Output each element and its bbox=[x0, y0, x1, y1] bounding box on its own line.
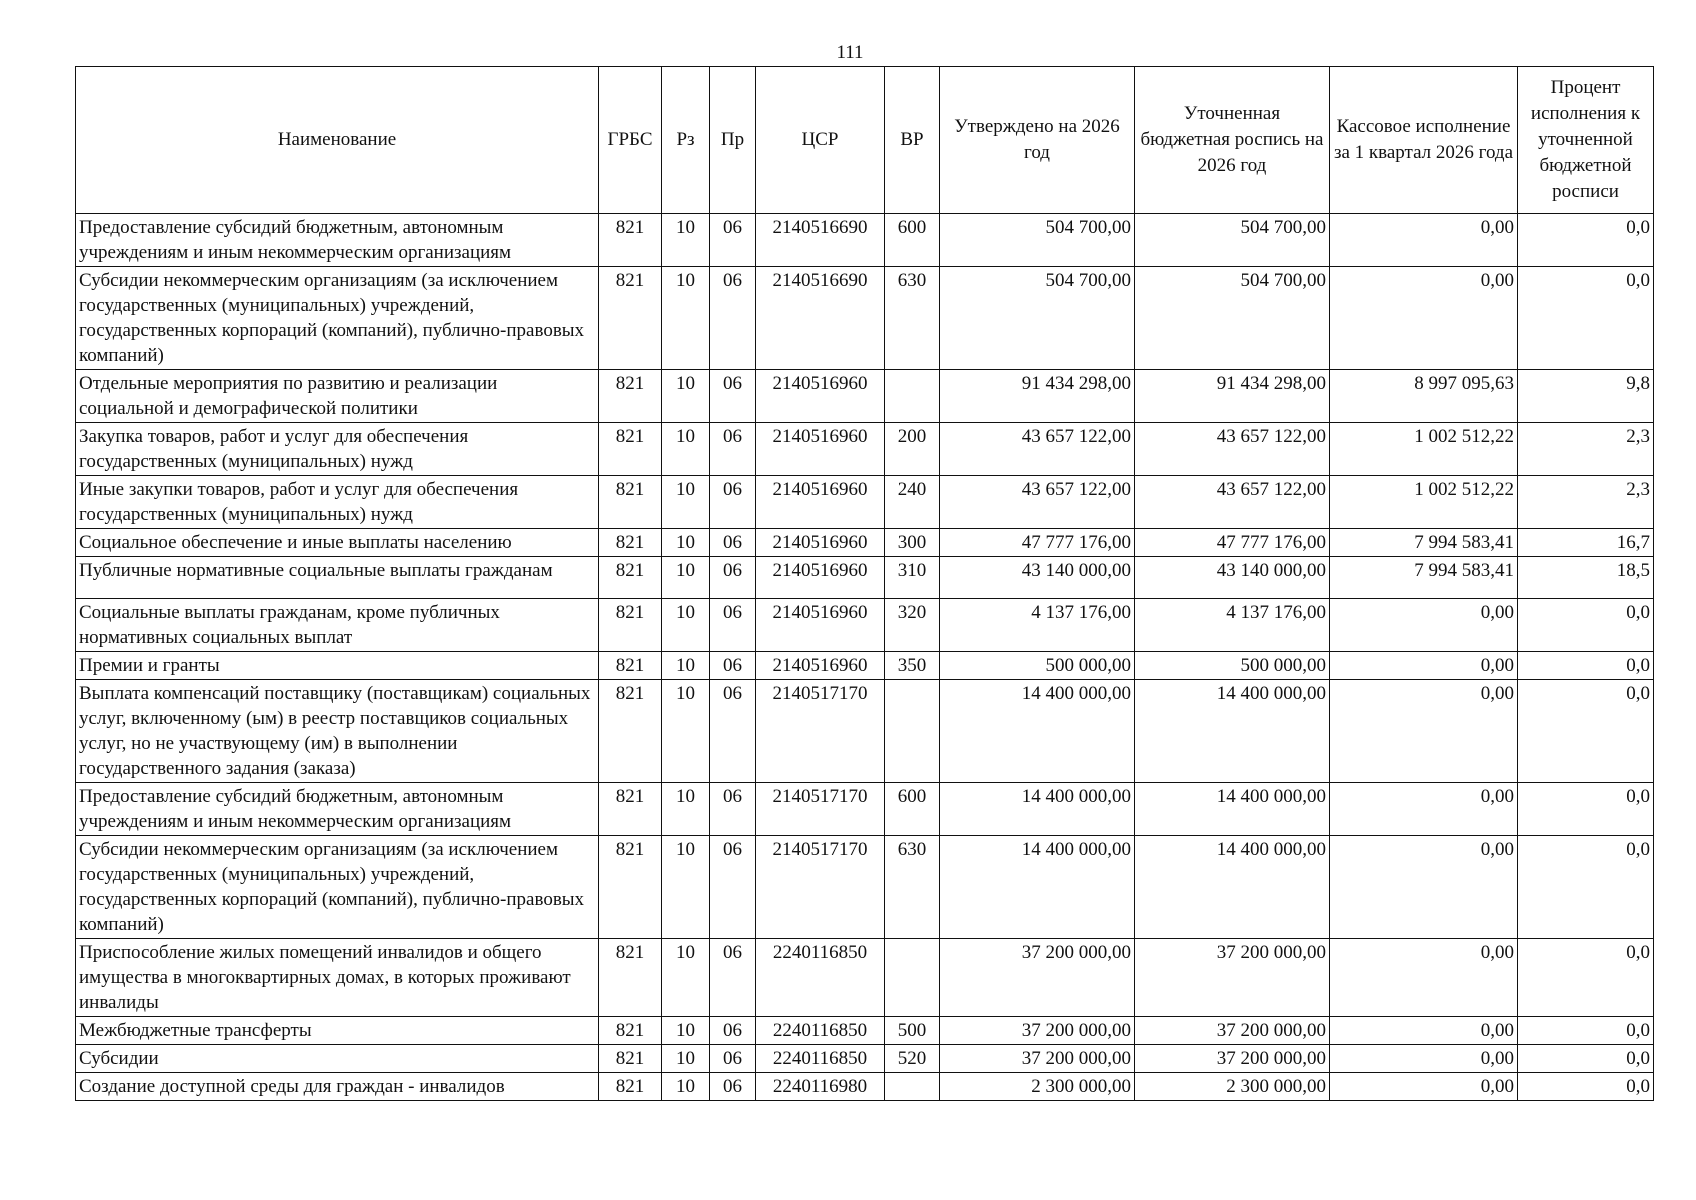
cell-vr: 520 bbox=[885, 1045, 940, 1073]
cell-approved: 37 200 000,00 bbox=[940, 939, 1135, 1017]
cell-grbs: 821 bbox=[599, 214, 662, 267]
table-row bbox=[76, 599, 1654, 652]
cell-csr: 2140517170 bbox=[756, 783, 885, 836]
cell-approved: 504 700,00 bbox=[940, 267, 1135, 370]
cell-cash: 0,00 bbox=[1330, 939, 1518, 1017]
cell-csr: 2140517170 bbox=[756, 836, 885, 939]
cell-cash: 1 002 512,22 bbox=[1330, 476, 1518, 529]
cell-vr: 600 bbox=[885, 783, 940, 836]
cell-cash: 0,00 bbox=[1330, 652, 1518, 680]
cell-vr bbox=[885, 680, 940, 783]
table-row bbox=[76, 939, 1654, 1017]
cell-percent: 16,7 bbox=[1518, 529, 1654, 557]
cell-name: Субсидии некоммерческим организациям (за исключением государственных (муниципальных) учреждений, государственных корпораций (компаний), публично-правовых компаний) bbox=[76, 267, 599, 370]
cell-percent: 0,0 bbox=[1518, 783, 1654, 836]
cell-approved: 504 700,00 bbox=[940, 214, 1135, 267]
cell-percent: 0,0 bbox=[1518, 652, 1654, 680]
table-row bbox=[76, 370, 1654, 423]
cell-grbs: 821 bbox=[599, 476, 662, 529]
cell-refined: 37 200 000,00 bbox=[1135, 1017, 1330, 1045]
page-number: 111 bbox=[836, 42, 864, 63]
cell-rz: 10 bbox=[662, 680, 710, 783]
cell-rz: 10 bbox=[662, 783, 710, 836]
cell-csr: 2140516960 bbox=[756, 529, 885, 557]
cell-percent: 0,0 bbox=[1518, 214, 1654, 267]
cell-vr bbox=[885, 939, 940, 1017]
cell-rz: 10 bbox=[662, 652, 710, 680]
cell-percent: 2,3 bbox=[1518, 423, 1654, 476]
table-row bbox=[76, 529, 1654, 557]
table-row bbox=[76, 1017, 1654, 1045]
cell-name: Публичные нормативные социальные выплаты гражданам bbox=[76, 557, 599, 599]
cell-name: Субсидии bbox=[76, 1045, 599, 1073]
cell-grbs: 821 bbox=[599, 423, 662, 476]
cell-vr: 300 bbox=[885, 529, 940, 557]
cell-pr: 06 bbox=[710, 1073, 756, 1101]
cell-pr: 06 bbox=[710, 557, 756, 599]
table-row bbox=[76, 783, 1654, 836]
cell-percent: 0,0 bbox=[1518, 599, 1654, 652]
cell-rz: 10 bbox=[662, 1017, 710, 1045]
cell-csr: 2240116850 bbox=[756, 939, 885, 1017]
cell-grbs: 821 bbox=[599, 1073, 662, 1101]
cell-approved: 14 400 000,00 bbox=[940, 680, 1135, 783]
cell-name: Приспособление жилых помещений инвалидов и общего имущества в многоквартирных домах, в которых проживают инвалиды bbox=[76, 939, 599, 1017]
cell-approved: 2 300 000,00 bbox=[940, 1073, 1135, 1101]
cell-vr: 630 bbox=[885, 267, 940, 370]
cell-vr: 240 bbox=[885, 476, 940, 529]
table-row bbox=[76, 423, 1654, 476]
header-refined: Уточненная бюджетная роспись на 2026 год bbox=[1135, 67, 1330, 214]
cell-refined: 43 657 122,00 bbox=[1135, 423, 1330, 476]
cell-grbs: 821 bbox=[599, 836, 662, 939]
cell-pr: 06 bbox=[710, 652, 756, 680]
cell-rz: 10 bbox=[662, 423, 710, 476]
cell-rz: 10 bbox=[662, 267, 710, 370]
cell-vr: 500 bbox=[885, 1017, 940, 1045]
cell-name: Предоставление субсидий бюджетным, автономным учреждениям и иным некоммерческим организациям bbox=[76, 783, 599, 836]
cell-csr: 2140516690 bbox=[756, 214, 885, 267]
header-pr: Пр bbox=[710, 67, 756, 214]
cell-approved: 37 200 000,00 bbox=[940, 1045, 1135, 1073]
table-row bbox=[76, 476, 1654, 529]
budget-table bbox=[75, 66, 1654, 1101]
header-rz: Рз bbox=[662, 67, 710, 214]
cell-vr bbox=[885, 370, 940, 423]
table-header-row bbox=[76, 67, 1654, 214]
cell-approved: 47 777 176,00 bbox=[940, 529, 1135, 557]
cell-pr: 06 bbox=[710, 836, 756, 939]
cell-cash: 0,00 bbox=[1330, 783, 1518, 836]
cell-cash: 7 994 583,41 bbox=[1330, 529, 1518, 557]
cell-name: Выплата компенсаций поставщику (поставщикам) социальных услуг, включенному (ым) в реестр поставщиков социальных услуг, но не участвующему (им) в выполнении государственного задания (заказа) bbox=[76, 680, 599, 783]
cell-rz: 10 bbox=[662, 214, 710, 267]
cell-refined: 47 777 176,00 bbox=[1135, 529, 1330, 557]
cell-pr: 06 bbox=[710, 529, 756, 557]
cell-grbs: 821 bbox=[599, 557, 662, 599]
cell-vr: 310 bbox=[885, 557, 940, 599]
cell-pr: 06 bbox=[710, 1045, 756, 1073]
cell-rz: 10 bbox=[662, 557, 710, 599]
cell-cash: 0,00 bbox=[1330, 599, 1518, 652]
cell-pr: 06 bbox=[710, 370, 756, 423]
cell-pr: 06 bbox=[710, 214, 756, 267]
header-csr: ЦСР bbox=[756, 67, 885, 214]
cell-vr bbox=[885, 1073, 940, 1101]
cell-approved: 14 400 000,00 bbox=[940, 783, 1135, 836]
cell-cash: 0,00 bbox=[1330, 1045, 1518, 1073]
cell-vr: 600 bbox=[885, 214, 940, 267]
cell-name: Предоставление субсидий бюджетным, автономным учреждениям и иным некоммерческим организациям bbox=[76, 214, 599, 267]
table-row bbox=[76, 557, 1654, 599]
cell-cash: 8 997 095,63 bbox=[1330, 370, 1518, 423]
table-row bbox=[76, 267, 1654, 370]
cell-cash: 0,00 bbox=[1330, 680, 1518, 783]
cell-refined: 91 434 298,00 bbox=[1135, 370, 1330, 423]
cell-refined: 37 200 000,00 bbox=[1135, 939, 1330, 1017]
cell-percent: 18,5 bbox=[1518, 557, 1654, 599]
cell-grbs: 821 bbox=[599, 599, 662, 652]
cell-refined: 14 400 000,00 bbox=[1135, 836, 1330, 939]
cell-grbs: 821 bbox=[599, 783, 662, 836]
cell-csr: 2140517170 bbox=[756, 680, 885, 783]
cell-rz: 10 bbox=[662, 1073, 710, 1101]
cell-refined: 504 700,00 bbox=[1135, 267, 1330, 370]
cell-vr: 630 bbox=[885, 836, 940, 939]
cell-grbs: 821 bbox=[599, 652, 662, 680]
cell-rz: 10 bbox=[662, 836, 710, 939]
cell-percent: 0,0 bbox=[1518, 680, 1654, 783]
cell-percent: 0,0 bbox=[1518, 1045, 1654, 1073]
cell-csr: 2140516960 bbox=[756, 423, 885, 476]
cell-approved: 37 200 000,00 bbox=[940, 1017, 1135, 1045]
cell-percent: 0,0 bbox=[1518, 267, 1654, 370]
table-row bbox=[76, 652, 1654, 680]
cell-rz: 10 bbox=[662, 939, 710, 1017]
cell-rz: 10 bbox=[662, 476, 710, 529]
cell-csr: 2140516690 bbox=[756, 267, 885, 370]
cell-name: Создание доступной среды для граждан - инвалидов bbox=[76, 1073, 599, 1101]
cell-csr: 2240116850 bbox=[756, 1017, 885, 1045]
cell-cash: 0,00 bbox=[1330, 267, 1518, 370]
table-row bbox=[76, 836, 1654, 939]
cell-name: Иные закупки товаров, работ и услуг для обеспечения государственных (муниципальных) нужд bbox=[76, 476, 599, 529]
cell-refined: 14 400 000,00 bbox=[1135, 680, 1330, 783]
cell-percent: 2,3 bbox=[1518, 476, 1654, 529]
header-name: Наименование bbox=[76, 67, 599, 214]
cell-csr: 2140516960 bbox=[756, 652, 885, 680]
cell-refined: 43 657 122,00 bbox=[1135, 476, 1330, 529]
cell-grbs: 821 bbox=[599, 1017, 662, 1045]
header-approved: Утверждено на 2026 год bbox=[940, 67, 1135, 214]
cell-refined: 2 300 000,00 bbox=[1135, 1073, 1330, 1101]
cell-rz: 10 bbox=[662, 370, 710, 423]
header-cash: Кассовое исполнение за 1 квартал 2026 года bbox=[1330, 67, 1518, 214]
cell-grbs: 821 bbox=[599, 680, 662, 783]
cell-approved: 4 137 176,00 bbox=[940, 599, 1135, 652]
table-body bbox=[76, 214, 1654, 1101]
cell-approved: 43 657 122,00 bbox=[940, 423, 1135, 476]
cell-pr: 06 bbox=[710, 680, 756, 783]
cell-pr: 06 bbox=[710, 476, 756, 529]
cell-name: Субсидии некоммерческим организациям (за исключением государственных (муниципальных) учреждений, государственных корпораций (компаний), публично-правовых компаний) bbox=[76, 836, 599, 939]
cell-vr: 320 bbox=[885, 599, 940, 652]
cell-cash: 0,00 bbox=[1330, 214, 1518, 267]
cell-grbs: 821 bbox=[599, 370, 662, 423]
cell-name: Социальные выплаты гражданам, кроме публичных нормативных социальных выплат bbox=[76, 599, 599, 652]
cell-cash: 0,00 bbox=[1330, 1017, 1518, 1045]
cell-name: Премии и гранты bbox=[76, 652, 599, 680]
cell-refined: 14 400 000,00 bbox=[1135, 783, 1330, 836]
cell-cash: 0,00 bbox=[1330, 1073, 1518, 1101]
cell-csr: 2140516960 bbox=[756, 476, 885, 529]
cell-cash: 7 994 583,41 bbox=[1330, 557, 1518, 599]
table-row bbox=[76, 1045, 1654, 1073]
cell-refined: 504 700,00 bbox=[1135, 214, 1330, 267]
cell-refined: 500 000,00 bbox=[1135, 652, 1330, 680]
cell-pr: 06 bbox=[710, 599, 756, 652]
cell-percent: 0,0 bbox=[1518, 836, 1654, 939]
cell-pr: 06 bbox=[710, 423, 756, 476]
header-percent: Процент исполнения к уточненной бюджетной росписи bbox=[1518, 67, 1654, 214]
cell-vr: 350 bbox=[885, 652, 940, 680]
cell-rz: 10 bbox=[662, 1045, 710, 1073]
cell-name: Социальное обеспечение и иные выплаты населению bbox=[76, 529, 599, 557]
cell-grbs: 821 bbox=[599, 939, 662, 1017]
header-vr: ВР bbox=[885, 67, 940, 214]
cell-vr: 200 bbox=[885, 423, 940, 476]
cell-grbs: 821 bbox=[599, 529, 662, 557]
cell-csr: 2140516960 bbox=[756, 599, 885, 652]
table-row bbox=[76, 214, 1654, 267]
cell-csr: 2140516960 bbox=[756, 370, 885, 423]
cell-name: Отдельные мероприятия по развитию и реализации социальной и демографической политики bbox=[76, 370, 599, 423]
cell-approved: 91 434 298,00 bbox=[940, 370, 1135, 423]
cell-refined: 43 140 000,00 bbox=[1135, 557, 1330, 599]
cell-csr: 2240116850 bbox=[756, 1045, 885, 1073]
cell-percent: 9,8 bbox=[1518, 370, 1654, 423]
cell-refined: 4 137 176,00 bbox=[1135, 599, 1330, 652]
cell-cash: 1 002 512,22 bbox=[1330, 423, 1518, 476]
cell-approved: 500 000,00 bbox=[940, 652, 1135, 680]
cell-pr: 06 bbox=[710, 267, 756, 370]
cell-approved: 43 657 122,00 bbox=[940, 476, 1135, 529]
cell-csr: 2240116980 bbox=[756, 1073, 885, 1101]
cell-pr: 06 bbox=[710, 1017, 756, 1045]
cell-approved: 43 140 000,00 bbox=[940, 557, 1135, 599]
table-row bbox=[76, 1073, 1654, 1101]
cell-percent: 0,0 bbox=[1518, 1017, 1654, 1045]
cell-grbs: 821 bbox=[599, 1045, 662, 1073]
cell-pr: 06 bbox=[710, 783, 756, 836]
cell-cash: 0,00 bbox=[1330, 836, 1518, 939]
cell-grbs: 821 bbox=[599, 267, 662, 370]
cell-name: Межбюджетные трансферты bbox=[76, 1017, 599, 1045]
cell-pr: 06 bbox=[710, 939, 756, 1017]
cell-refined: 37 200 000,00 bbox=[1135, 1045, 1330, 1073]
cell-csr: 2140516960 bbox=[756, 557, 885, 599]
cell-rz: 10 bbox=[662, 529, 710, 557]
cell-approved: 14 400 000,00 bbox=[940, 836, 1135, 939]
cell-name: Закупка товаров, работ и услуг для обеспечения государственных (муниципальных) нужд bbox=[76, 423, 599, 476]
header-grbs: ГРБС bbox=[599, 67, 662, 214]
cell-percent: 0,0 bbox=[1518, 939, 1654, 1017]
cell-percent: 0,0 bbox=[1518, 1073, 1654, 1101]
table-row bbox=[76, 680, 1654, 783]
cell-rz: 10 bbox=[662, 599, 710, 652]
